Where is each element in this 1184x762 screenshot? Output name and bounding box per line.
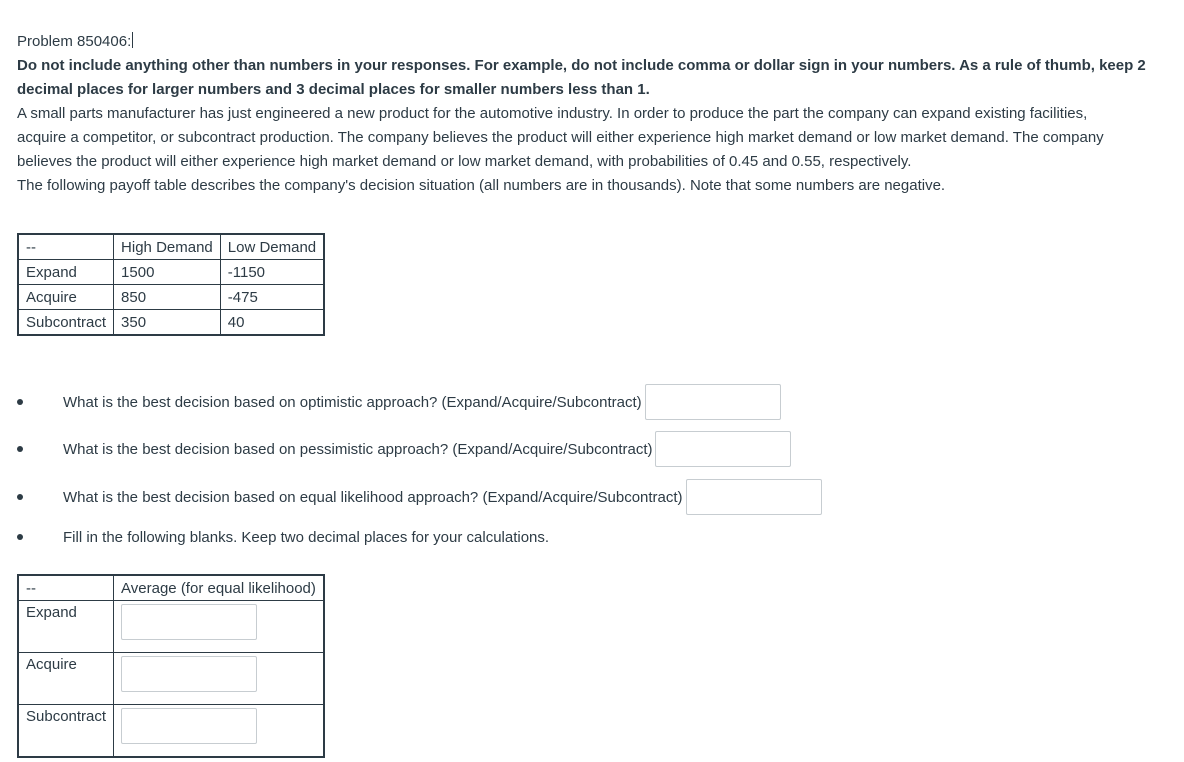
- payoff-high-value: 850: [114, 285, 221, 310]
- question-text: What is the best decision based on pessimistic approach? (Expand/Acquire/Subcontract): [63, 440, 653, 458]
- payoff-low-value: -1150: [220, 260, 324, 285]
- average-header-row: [18, 575, 324, 601]
- average-header-label: Average (for equal likelihood): [114, 575, 324, 601]
- problem-text: [17, 30, 1177, 198]
- acquire-average-input[interactable]: [121, 656, 257, 692]
- body-line-4: The following payoff table describes the company's decision situation (all numbers are in thousands). Note that some numbers are negative.: [17, 177, 946, 194]
- average-option: Subcontract: [18, 705, 114, 758]
- average-option: Acquire: [18, 653, 114, 705]
- question-equal-likelihood: [17, 478, 822, 516]
- subcontract-average-input[interactable]: [121, 708, 257, 744]
- problem-title: Problem 850406:: [17, 33, 132, 50]
- payoff-row-expand: [18, 260, 324, 285]
- payoff-low-value: 40: [220, 310, 324, 336]
- instruction-line-2: decimal places for larger numbers and 3 decimal places for smaller numbers less than 1.: [17, 81, 650, 98]
- payoff-option: Expand: [18, 260, 114, 285]
- body-line-3: believes the product will either experience high market demand or low market demand, with probabilities of 0.45 and 0.55, respectively.: [17, 153, 912, 170]
- instruction-line-1: Do not include anything other than numbers in your responses. For example, do not include comma or dollar sign in your numbers. As a rule of thumb, keep 2: [17, 57, 1146, 74]
- payoff-high-value: 350: [114, 310, 221, 336]
- payoff-table: [17, 233, 325, 336]
- payoff-low-value: -475: [220, 285, 324, 310]
- payoff-header-row: [18, 234, 324, 260]
- average-row-acquire: [18, 653, 324, 705]
- average-cell: [114, 705, 324, 758]
- average-option: Expand: [18, 601, 114, 653]
- payoff-high-value: 1500: [114, 260, 221, 285]
- payoff-header-corner: --: [18, 234, 114, 260]
- body-line-2: acquire a competitor, or subcontract production. The company believes the product will either experience high market demand or low market demand. The company: [17, 129, 1104, 146]
- question-optimistic: [17, 383, 781, 421]
- question-text: What is the best decision based on equal likelihood approach? (Expand/Acquire/Subcontract): [63, 488, 683, 506]
- average-header-corner: --: [18, 575, 114, 601]
- optimistic-answer-input[interactable]: [645, 384, 781, 420]
- instruction-fill-blanks: [17, 518, 549, 556]
- average-table: [17, 574, 325, 758]
- question-pessimistic: [17, 430, 791, 468]
- expand-average-input[interactable]: [121, 604, 257, 640]
- equal-likelihood-answer-input[interactable]: [686, 479, 822, 515]
- pessimistic-answer-input[interactable]: [655, 431, 791, 467]
- text-cursor: [132, 32, 133, 48]
- average-row-expand: [18, 601, 324, 653]
- payoff-header-low: Low Demand: [220, 234, 324, 260]
- average-cell: [114, 653, 324, 705]
- bullet-dot: [17, 494, 23, 500]
- question-text: Fill in the following blanks. Keep two decimal places for your calculations.: [63, 528, 550, 546]
- average-row-subcontract: [18, 705, 324, 758]
- payoff-header-high: High Demand: [114, 234, 221, 260]
- payoff-row-acquire: [18, 285, 324, 310]
- payoff-option: Acquire: [18, 285, 114, 310]
- question-text: What is the best decision based on optimistic approach? (Expand/Acquire/Subcontract): [63, 393, 642, 411]
- body-line-1: A small parts manufacturer has just engineered a new product for the automotive industry. In order to produce the part the company can expand existing facilities,: [17, 105, 1088, 122]
- average-cell: [114, 601, 324, 653]
- payoff-row-subcontract: [18, 310, 324, 336]
- payoff-option: Subcontract: [18, 310, 114, 336]
- bullet-dot: [17, 399, 23, 405]
- bullet-dot: [17, 446, 23, 452]
- bullet-dot: [17, 534, 23, 540]
